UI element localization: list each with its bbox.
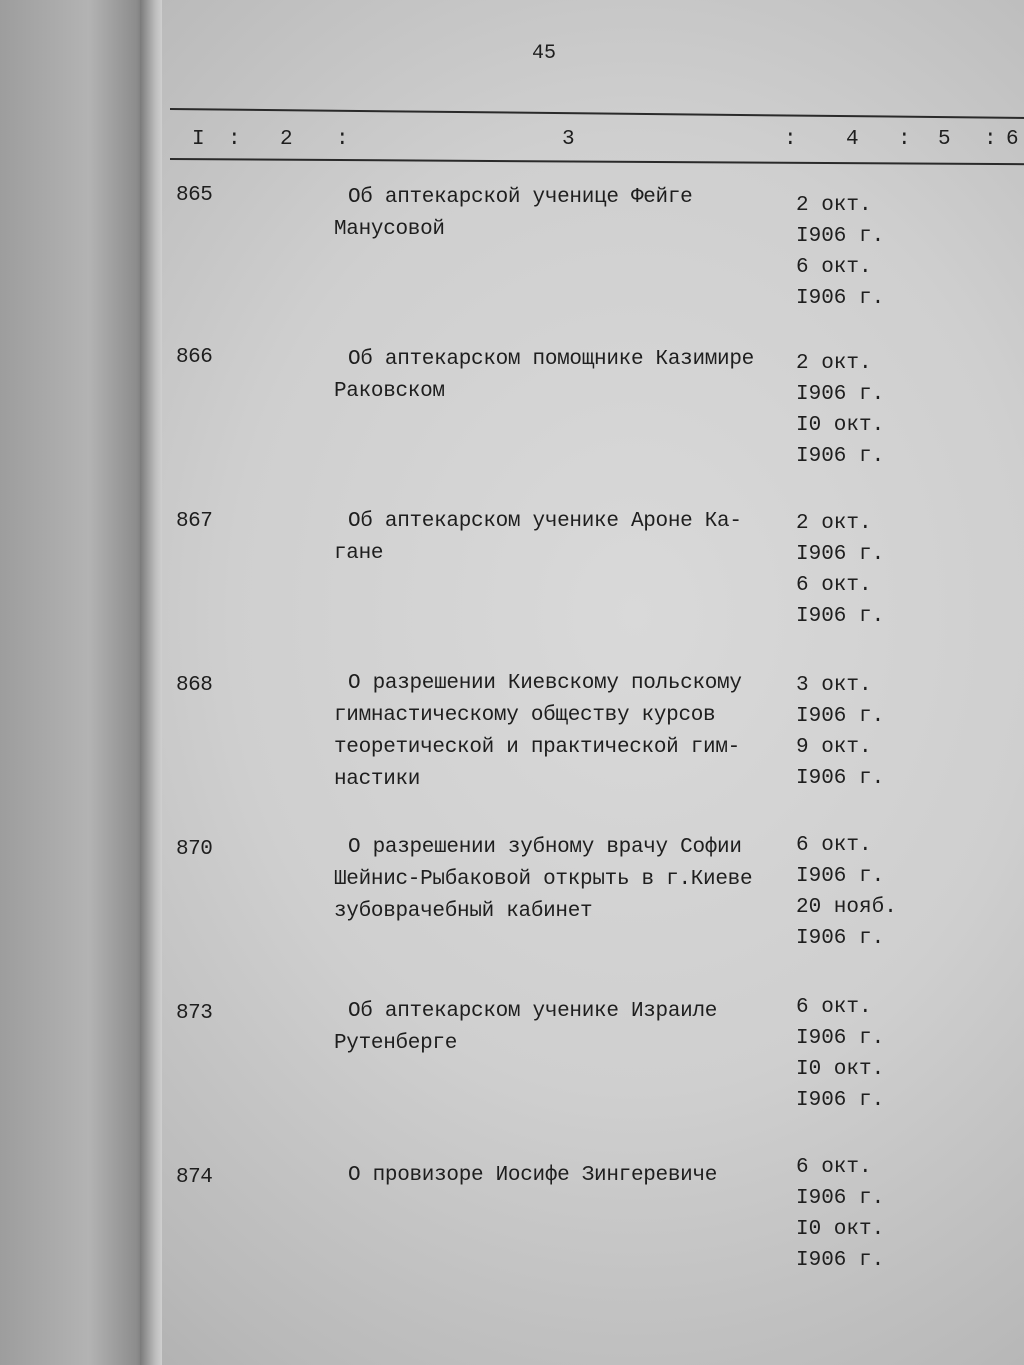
entry-title-line: О разрешении Киевскому польскому	[348, 672, 742, 695]
entry-title-line: Манусовой	[334, 218, 445, 241]
entry-date-line: I906 г.	[796, 1187, 885, 1210]
entry-date-line: I0 окт.	[796, 1058, 885, 1081]
entry-date-line: I906 г.	[796, 1027, 885, 1050]
entry-date-line: I906 г.	[796, 225, 885, 248]
entry-title-line: гане	[334, 542, 384, 565]
entry-title-line: Об аптекарском помощнике Казимире	[348, 348, 754, 371]
entry-title	[334, 1160, 794, 1192]
entry-title	[334, 344, 794, 408]
entry-dates	[796, 670, 926, 794]
header-separator: :	[336, 128, 349, 151]
entry-title-line: зубоврачебный кабинет	[334, 900, 593, 923]
entry-title-line: настики	[334, 768, 421, 791]
entry-date-line: 2 окт.	[796, 194, 872, 217]
header-col-6: 6	[1006, 128, 1019, 151]
header-separator: :	[228, 128, 241, 151]
entry-title-line: Рутенберге	[334, 1032, 458, 1055]
entry-title-line: Об аптекарской ученице Фейге	[348, 186, 693, 209]
entry-date-line: I906 г.	[796, 865, 885, 888]
header-col-2: 2	[280, 128, 293, 151]
entry-number: 873	[176, 1002, 213, 1025]
header-separator: :	[898, 128, 911, 151]
entry-number: 867	[176, 510, 213, 533]
entry-title-line: гимнастическому обществу курсов	[334, 704, 716, 727]
entry-dates	[796, 992, 926, 1116]
entry-number: 870	[176, 838, 213, 861]
entry-date-line: 6 окт.	[796, 834, 872, 857]
book-gutter	[140, 0, 162, 1365]
header-col-5: 5	[938, 128, 951, 151]
entry-dates	[796, 190, 926, 314]
entry-date-line: I906 г.	[796, 705, 885, 728]
page-number: 45	[532, 42, 557, 65]
entry-date-line: 9 окт.	[796, 736, 872, 759]
entry-title-line: Об аптекарском ученике Израиле	[348, 1000, 718, 1023]
header-col-3: 3	[562, 128, 575, 151]
header-col-1: I	[192, 128, 205, 151]
entry-date-line: 20 нояб.	[796, 896, 897, 919]
entry-date-line: I906 г.	[796, 927, 885, 950]
entry-title	[334, 668, 794, 796]
facing-page	[0, 0, 148, 1365]
entry-title-line: Раковском	[334, 380, 445, 403]
entry-dates	[796, 508, 926, 632]
entry-date-line: 6 окт.	[796, 574, 872, 597]
entry-date-line: I906 г.	[796, 605, 885, 628]
header-separator: :	[784, 128, 797, 151]
entry-date-line: 6 окт.	[796, 996, 872, 1019]
entry-date-line: I906 г.	[796, 445, 885, 468]
entry-title	[334, 506, 794, 570]
entry-date-line: I906 г.	[796, 1089, 885, 1112]
entry-date-line: 3 окт.	[796, 674, 872, 697]
entry-date-line: 2 окт.	[796, 352, 872, 375]
entry-number: 865	[176, 184, 213, 207]
header-separator: :	[984, 128, 997, 151]
entry-date-line: I0 окт.	[796, 1218, 885, 1241]
entry-title	[334, 832, 794, 928]
entry-number: 868	[176, 674, 213, 697]
entry-title-line: О провизоре Иосифе Зингеревиче	[348, 1164, 718, 1187]
entry-dates	[796, 1152, 926, 1276]
entry-title-line: теоретической и практической гим-	[334, 736, 740, 759]
entry-date-line: I906 г.	[796, 543, 885, 566]
entry-title-line: О разрешении зубному врачу Софии	[348, 836, 742, 859]
entry-number: 874	[176, 1166, 213, 1189]
header-col-4: 4	[846, 128, 859, 151]
entry-number: 866	[176, 346, 213, 369]
entry-title-line: Шейнис-Рыбаковой открыть в г.Киеве	[334, 868, 753, 891]
entry-date-line: I906 г.	[796, 287, 885, 310]
entry-dates	[796, 348, 926, 472]
entry-date-line: 6 окт.	[796, 256, 872, 279]
entry-date-line: 6 окт.	[796, 1156, 872, 1179]
entry-title	[334, 182, 794, 246]
entry-date-line: 2 окт.	[796, 512, 872, 535]
entry-dates	[796, 830, 926, 954]
entry-title	[334, 996, 794, 1060]
entry-date-line: I906 г.	[796, 767, 885, 790]
entry-date-line: I906 г.	[796, 383, 885, 406]
entry-title-line: Об аптекарском ученике Ароне Ка-	[348, 510, 742, 533]
entry-date-line: I906 г.	[796, 1249, 885, 1272]
entry-date-line: I0 окт.	[796, 414, 885, 437]
